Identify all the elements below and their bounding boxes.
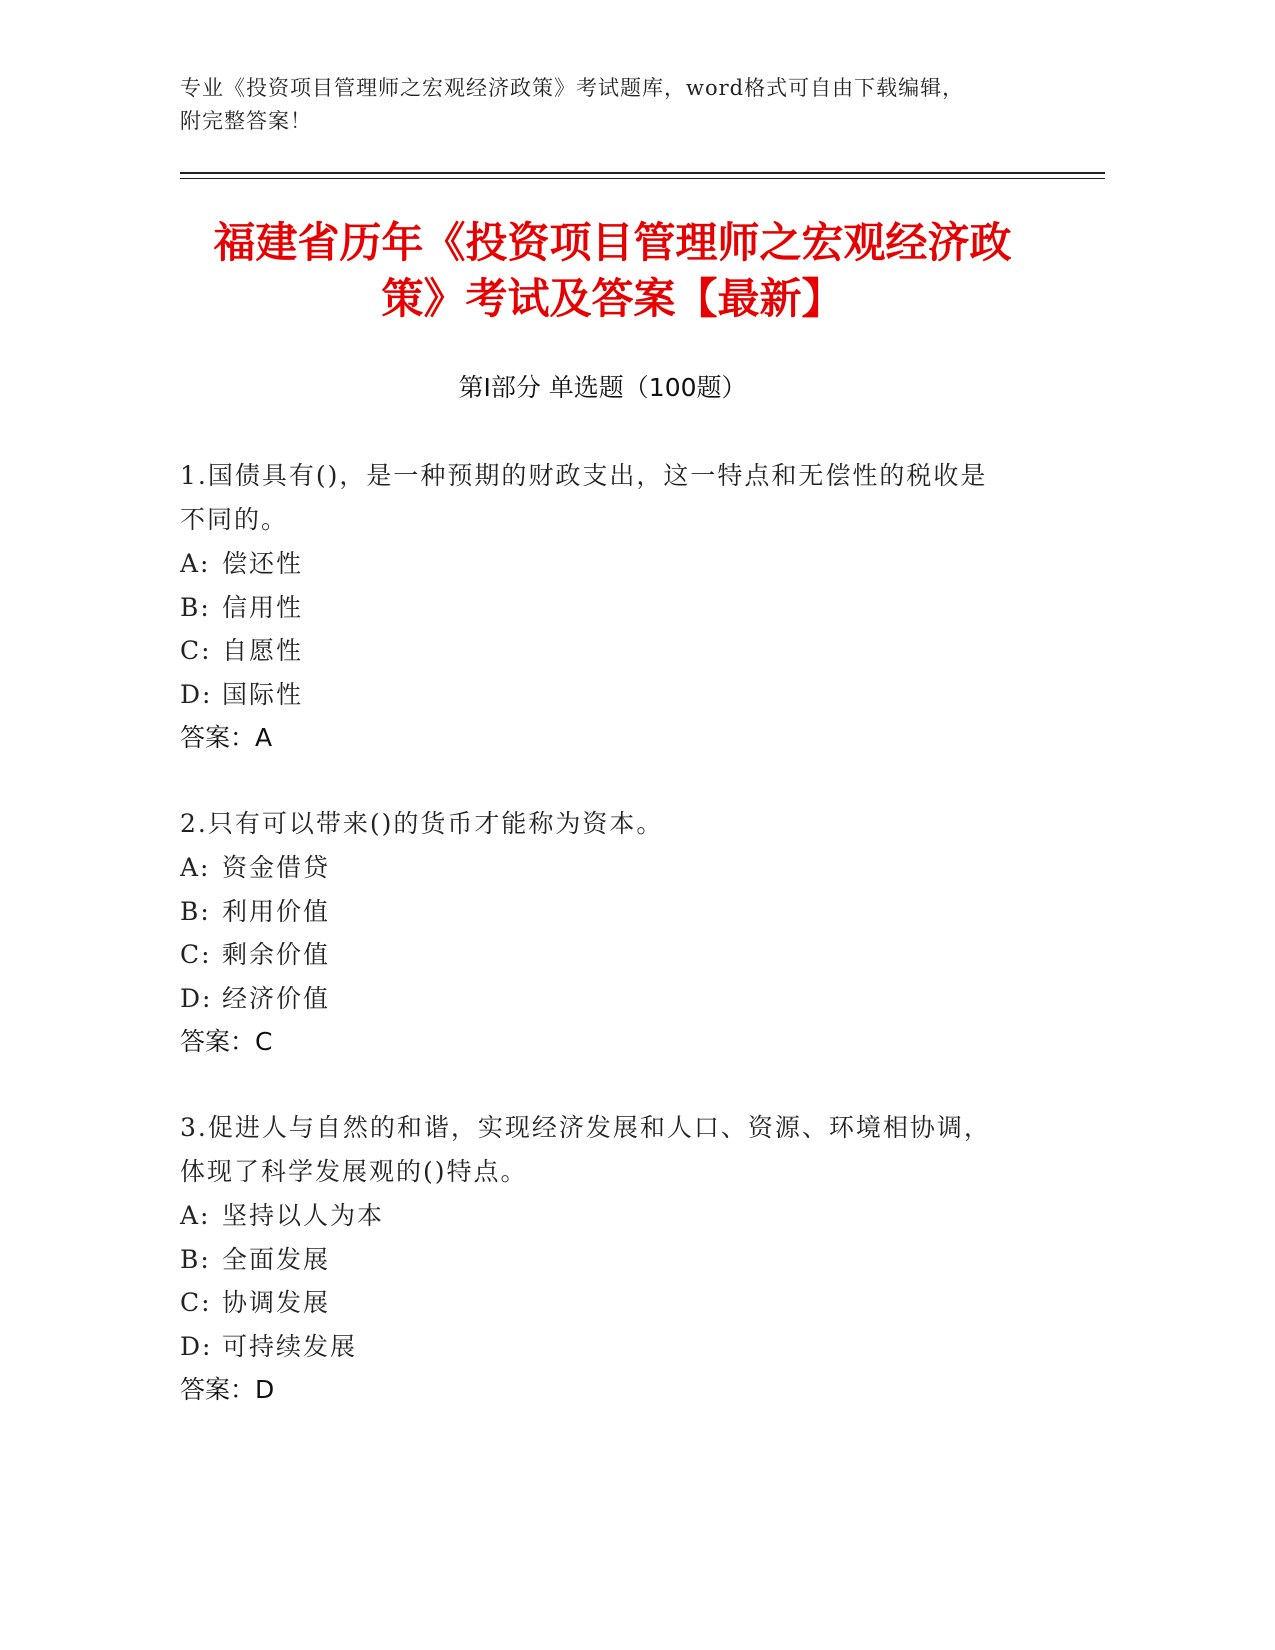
- header-note: [180, 72, 1050, 138]
- answer: 答案：D: [180, 1375, 275, 1404]
- option-key: A:: [180, 853, 211, 882]
- option-c: [180, 933, 1040, 977]
- option-text: 全面发展: [222, 1244, 331, 1274]
- question-stem: [180, 1106, 1040, 1194]
- option-c: [180, 1281, 1040, 1325]
- answer: 答案：A: [180, 723, 273, 752]
- question-stem-line-1: 2.只有可以带来()的货币才能称为资本。: [180, 809, 664, 838]
- question-stem-line-1: 3.促进人与自然的和谐，实现经济发展和人口、资源、环境相协调，: [180, 1113, 991, 1142]
- option-key: B:: [180, 592, 211, 622]
- option-a: [180, 846, 1040, 890]
- option-b: [180, 586, 1040, 630]
- option-text: 自愿性: [222, 636, 304, 665]
- option-text: 信用性: [222, 592, 304, 622]
- option-c: [180, 629, 1040, 673]
- section-title: 第Ⅰ部分 单选题（100题）: [458, 373, 747, 402]
- option-text: 国际性: [222, 679, 304, 709]
- question-stem-line-2: 不同的。: [180, 505, 289, 534]
- option-text: 偿还性: [222, 549, 304, 578]
- question-1: [180, 454, 1040, 760]
- document-title-line-1: 福建省历年《投资项目管理师之宏观经济政: [213, 218, 1012, 267]
- question-stem: [180, 802, 1040, 846]
- header-note-line-1: 专业《投资项目管理师之宏观经济政策》考试题库，word格式可自由下载编辑，: [180, 76, 965, 100]
- option-key: A:: [180, 1201, 211, 1230]
- option-d: [180, 673, 1040, 717]
- document-title: [150, 215, 1075, 327]
- option-key: D:: [180, 1331, 213, 1361]
- question-3: [180, 1106, 1040, 1412]
- option-text: 协调发展: [222, 1288, 331, 1317]
- header-divider-thin: [180, 178, 1105, 179]
- option-text: 坚持以人为本: [222, 1201, 385, 1230]
- option-text: 剩余价值: [222, 940, 331, 969]
- option-a: [180, 1194, 1040, 1238]
- option-d: [180, 1325, 1040, 1369]
- option-text: 经济价值: [222, 983, 331, 1013]
- option-key: C:: [180, 940, 212, 969]
- option-key: C:: [180, 636, 212, 665]
- option-key: D:: [180, 679, 213, 709]
- header-divider-thick: [180, 172, 1105, 174]
- question-2: [180, 802, 1040, 1064]
- option-key: C:: [180, 1288, 212, 1317]
- option-key: B:: [180, 1244, 211, 1274]
- option-text: 可持续发展: [222, 1331, 358, 1361]
- option-b: [180, 1238, 1040, 1282]
- option-key: D:: [180, 983, 213, 1013]
- option-a: [180, 542, 1040, 586]
- option-d: [180, 977, 1040, 1021]
- option-text: 利用价值: [222, 896, 331, 926]
- question-stem: [180, 454, 1040, 542]
- option-key: A:: [180, 549, 211, 578]
- option-b: [180, 890, 1040, 934]
- question-stem-line-1: 1.国债具有()，是一种预期的财政支出，这一特点和无偿性的税收是: [180, 461, 988, 490]
- option-key: B:: [180, 896, 211, 926]
- header-note-line-2: 附完整答案！: [180, 109, 312, 133]
- option-text: 资金借贷: [222, 853, 331, 882]
- answer: 答案：C: [180, 1027, 273, 1056]
- document-title-line-2: 策》考试及答案【最新】: [381, 274, 844, 323]
- question-stem-line-2: 体现了科学发展观的()特点。: [180, 1157, 528, 1186]
